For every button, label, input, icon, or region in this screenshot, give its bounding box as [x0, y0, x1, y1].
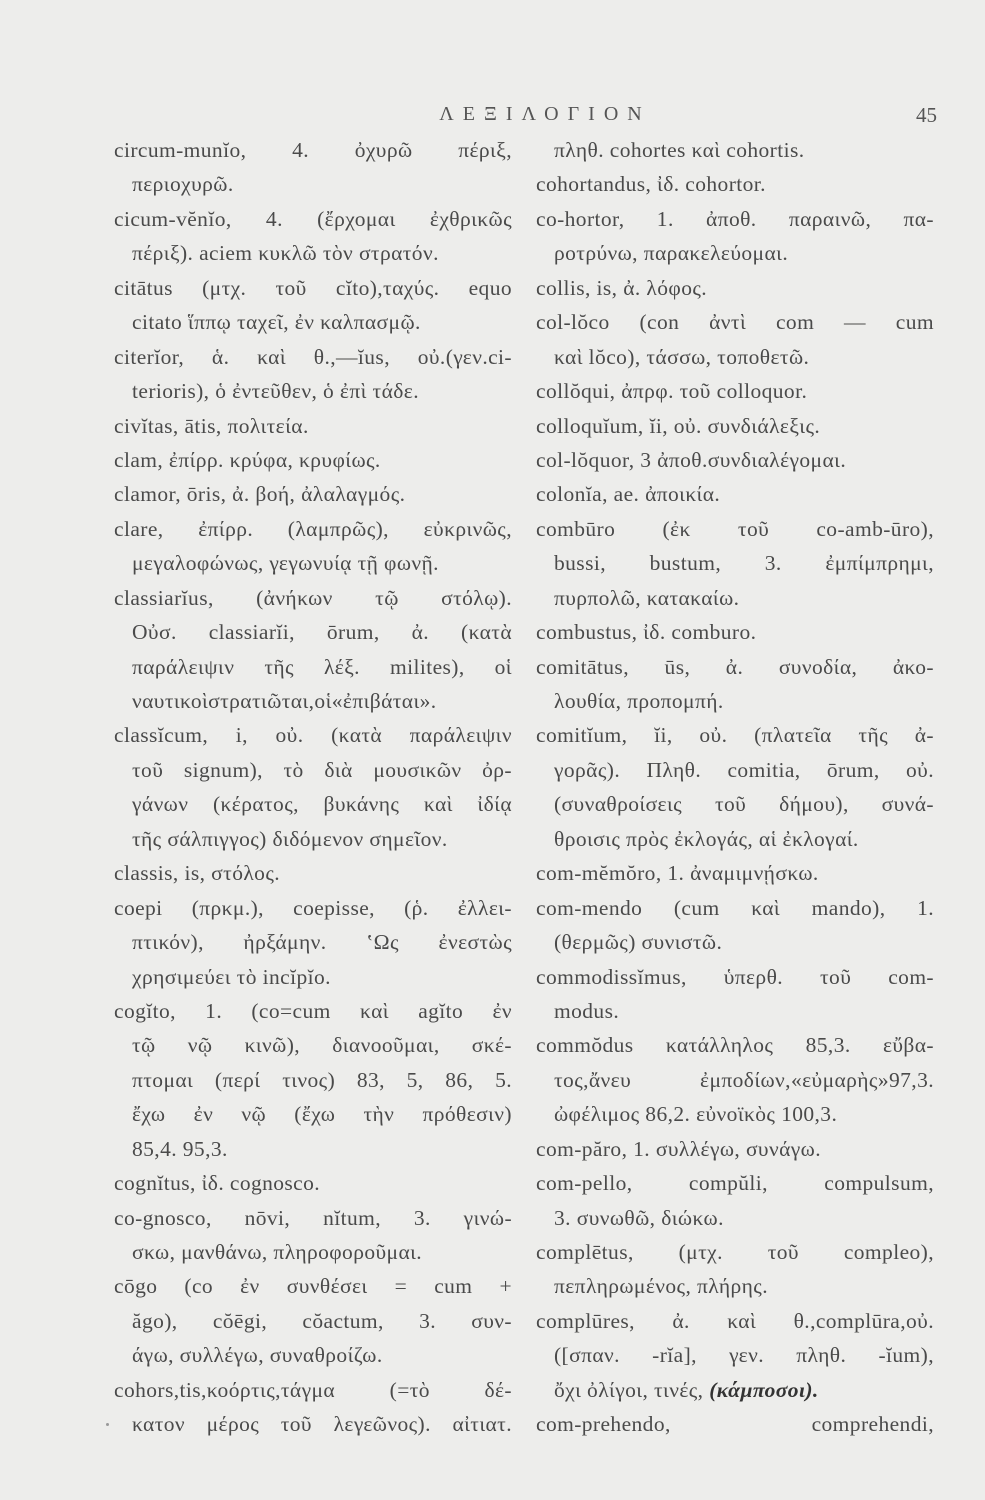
line-text: classĭcum, i, οὐ. (κατὰ παράλειψιν [114, 723, 512, 748]
line-text: combustus, ἰδ. comburo. [536, 620, 757, 645]
dictionary-entry [114, 856, 512, 890]
line-text: citātus (μτχ. τοῦ cĭto),ταχύς. equo [114, 275, 512, 300]
line-text: comitātus, ūs, ἀ. συνοδία, ἀκο- [536, 654, 934, 679]
dictionary-entry [536, 615, 934, 649]
dictionary-entry [114, 1201, 512, 1270]
line-text: κατον μέρος τοῦ λεγεῶνος). αἰτιατ. [132, 1412, 512, 1437]
entry-continuation-line [536, 1338, 934, 1372]
dictionary-entry [536, 856, 934, 890]
entry-continuation-line [536, 236, 934, 270]
line-text: σκω, μανθάνω, πληροφοροῦμαι. [132, 1240, 423, 1264]
line-text: πυρπολῶ, κατακαίω. [554, 585, 740, 610]
line-text: cohors,tis,κοόρτις,τάγμα (=τὸ δέ- [114, 1377, 512, 1402]
dictionary-entry [536, 305, 934, 374]
line-text: com-mendo (cum καὶ mando), 1. [536, 895, 934, 920]
line-text: τοῦ signum), τὸ διὰ μουσικῶν ὀρ- [132, 757, 512, 782]
line-text: ăgo), cŏēgi, cŏactum, 3. συν- [132, 1308, 512, 1333]
entry-headline [536, 305, 934, 339]
entry-headline [114, 891, 512, 925]
dictionary-entry [536, 1407, 934, 1441]
line-text: μεγαλοφώνως, γεγωνυίᾳ τῇ φωνῇ. [132, 551, 439, 576]
dictionary-entry [536, 960, 934, 1029]
entry-continuation-line [536, 753, 934, 787]
dictionary-entry [114, 581, 512, 719]
entry-headline [536, 1028, 934, 1062]
line-text: civĭtas, ātis, πολιτεία. [114, 413, 309, 438]
entry-headline [536, 167, 934, 201]
line-text: ὠφέλιμος 86,2. εὐνοϊκὸς 100,3. [554, 1102, 838, 1127]
print-speck [106, 1423, 109, 1426]
entry-continuation-line [114, 236, 512, 270]
entry-continuation-line [114, 1097, 512, 1131]
dictionary-entry [114, 512, 512, 581]
dictionary-entry [536, 1028, 934, 1131]
entry-headline [114, 512, 512, 546]
running-header-title: ΛΕΞΙΛΟΓΙΟΝ [439, 103, 651, 125]
line-text: collis, is, ἀ. λόφος. [536, 275, 708, 300]
line-text: colonĭa, ae. ἀποικία. [536, 482, 721, 507]
line-text: comitĭum, ĭi, οὐ. (πλατεῖα τῆς ἀ- [536, 723, 934, 748]
line-text: modus. [554, 998, 620, 1023]
line-text: γορᾶς). Πληθ. comitia, ōrum, οὐ. [554, 757, 934, 782]
dictionary-entry [536, 650, 934, 719]
line-text: ναυτικοὶστρατιῶται,οἱ«ἐπιβάται». [132, 689, 437, 713]
entry-continuation-line [114, 822, 512, 856]
line-text: combūro (ἐκ τοῦ co-amb-ūro), [536, 516, 934, 541]
entry-headline [536, 650, 934, 684]
dictionary-entry [536, 1304, 934, 1407]
line-text: περιοχυρῶ. [132, 172, 234, 197]
dictionary-entry [114, 1373, 512, 1442]
line-text: λουθία, προπομπή. [554, 689, 724, 713]
dictionary-entry [536, 1132, 934, 1166]
line-text: Οὐσ. classiarĭi, ōrum, ἀ. (κατὰ [132, 620, 512, 645]
entry-continuation-line [114, 167, 512, 201]
line-text: πτικόν), ἠρξάμην. ʽΩς ἐνεστὼς [132, 930, 512, 955]
line-text: com-păro, 1. συλλέγω, συνάγω. [536, 1136, 821, 1161]
line-text: com-pello, compŭli, compulsum, [536, 1171, 934, 1196]
line-text: άγω, συλλέγω, συναθροίζω. [132, 1343, 383, 1368]
dictionary-entry [114, 133, 512, 202]
line-text: τος,ἄνευ ἐμποδίων,«εὐμαρὴς»97,3. [554, 1067, 934, 1092]
dictionary-entry [536, 167, 934, 201]
line-text: ροτρύνω, παρακελεύομαι. [554, 241, 789, 266]
line-text: collŏqui, ἀπρφ. τοῦ colloquor. [536, 379, 808, 404]
entry-continuation-line [536, 787, 934, 821]
entry-headline [114, 340, 512, 374]
dictionary-entry [114, 1269, 512, 1372]
entry-headline [536, 271, 934, 305]
line-text: τῷ νῷ κινῶ), διανοοῦμαι, σκέ- [132, 1033, 512, 1058]
entry-headline [536, 409, 934, 443]
entry-continuation-line [536, 133, 934, 167]
dictionary-entry [114, 891, 512, 994]
line-text: cognĭtus, ἰδ. cognosco. [114, 1171, 321, 1196]
entry-headline [536, 891, 934, 925]
line-text: πεπληρωμένος, πλήρης. [554, 1274, 768, 1299]
line-text: clare, ἐπίρρ. (λαμπρῶς), εὐκρινῶς, [114, 516, 512, 541]
line-text: classiarĭus, (ἀνήκων τῷ στόλῳ). [114, 585, 512, 610]
entry-headline [114, 718, 512, 752]
entry-headline [536, 1166, 934, 1200]
entry-headline [114, 271, 512, 305]
entry-continuation-line [114, 753, 512, 787]
line-text: coepi (πρκμ.), coepisse, (ῥ. ἐλλει- [114, 895, 512, 920]
entry-headline [114, 1373, 512, 1407]
line-text: citerĭor, ἁ. καὶ θ.,—ĭus, οὐ.(γεν.ci- [114, 344, 512, 369]
dictionary-entry [114, 994, 512, 1166]
line-text: clamor, ōris, ἀ. βοή, ἀλαλαγμός. [114, 482, 406, 507]
line-text: (θερμῶς) συνιστῶ. [554, 930, 723, 955]
dictionary-entry [536, 891, 934, 960]
right-column [536, 133, 934, 1442]
entry-headline [114, 1166, 512, 1200]
line-text: com-prehendo, comprehendi, [536, 1412, 934, 1437]
line-text: colloquĭum, ĭi, οὐ. συνδιάλεξις. [536, 413, 821, 438]
entry-headline [114, 477, 512, 511]
entry-continuation-line [536, 581, 934, 615]
entry-headline [536, 512, 934, 546]
line-text: commŏdus κατάλληλος 85,3. εὔβα- [536, 1033, 934, 1058]
emphasized-text: (κάμποσοι). [709, 1377, 819, 1402]
line-text: γάνων (κέρατος, βυκάνης καὶ ἰδίᾳ [132, 792, 512, 817]
entry-headline [114, 581, 512, 615]
line-text: πέριξ). aciem κυκλῶ τὸν στρατόν. [132, 241, 439, 266]
dictionary-entry [536, 477, 934, 511]
line-text: πτομαι (περί τινος) 83, 5, 86, 5. [132, 1067, 512, 1092]
entry-continuation-line [536, 1269, 934, 1303]
entry-continuation-line [536, 340, 934, 374]
entry-continuation-line [114, 1338, 512, 1372]
line-text: θροισις πρὸς ἐκλογάς, αἱ ἐκλογαί. [554, 826, 859, 851]
line-text: co-hortor, 1. ἀποθ. παραινῶ, πα- [536, 206, 934, 231]
dictionary-entry [536, 1235, 934, 1304]
entry-headline [536, 615, 934, 649]
dictionary-entry [114, 271, 512, 340]
entry-continuation-line [114, 546, 512, 580]
entry-continuation-line [536, 1097, 934, 1131]
entry-continuation-line [114, 1063, 512, 1097]
entry-headline [114, 133, 512, 167]
entry-continuation-line [114, 787, 512, 821]
dictionary-entry [114, 718, 512, 856]
entry-continuation-line [536, 925, 934, 959]
entry-continuation-line [536, 546, 934, 580]
line-text: ὄχι ὀλίγοι, τινές, [554, 1377, 710, 1402]
entry-continuation-line [536, 684, 934, 718]
entry-continuation-line [536, 1063, 934, 1097]
line-text: ἔχω ἐν νῷ (ἔχω τὴν πρόθεσιν) [132, 1102, 512, 1127]
line-text: παράλειψιν τῆς λέξ. milites), οἱ [132, 654, 512, 679]
line-text: co-gnosco, nōvi, nĭtum, 3. γινώ- [114, 1205, 512, 1230]
entry-continuation-line [114, 1235, 512, 1269]
entry-headline [536, 1304, 934, 1338]
dictionary-entry [114, 1166, 512, 1200]
entry-headline [536, 718, 934, 752]
dictionary-entry [536, 718, 934, 856]
entry-headline [114, 409, 512, 443]
line-text: bussi, bustum, 3. ἐμπίμπρημι, [554, 551, 934, 576]
line-text: citato ἵππῳ ταχεῖ, ἐν καλπασμῷ. [132, 310, 421, 335]
line-text: circum-munĭo, 4. ὀχυρῶ πέριξ, [114, 138, 512, 162]
entry-headline [114, 443, 512, 477]
entry-continuation-line [114, 615, 512, 649]
entry-headline [536, 960, 934, 994]
dictionary-entry [536, 202, 934, 271]
entry-continuation-line [114, 1132, 512, 1166]
entry-continuation-line [114, 1304, 512, 1338]
line-text: (συναθροίσεις τοῦ δήμου), συνά- [554, 792, 934, 817]
line-text: πληθ. cohortes καὶ cohortis. [554, 138, 805, 162]
line-text: χρησιμεύει τὸ incĭpĭo. [132, 964, 331, 989]
entry-continuation-line [114, 1028, 512, 1062]
line-text: complūres, ἀ. καὶ θ.,complūra,οὐ. [536, 1308, 934, 1333]
page-number: 45 [916, 103, 937, 127]
line-text: col-lŏco (con ἀντὶ com — cum [536, 310, 934, 335]
entry-headline [114, 202, 512, 236]
entry-headline [114, 1269, 512, 1303]
dictionary-entry [536, 1166, 934, 1235]
entry-continuation-line [536, 822, 934, 856]
dictionary-entry [114, 477, 512, 511]
entry-continuation-line [114, 684, 512, 718]
line-text: ([σπαν. -rĭa], γεν. πληθ. -ĭum), [554, 1343, 934, 1368]
entry-headline [114, 1201, 512, 1235]
entry-continuation-line [536, 1201, 934, 1235]
entry-headline [536, 1407, 934, 1441]
entry-headline [536, 202, 934, 236]
dictionary-entry [114, 409, 512, 443]
line-text: clam, ἐπίρρ. κρύφα, κρυφίως. [114, 447, 381, 472]
line-text: cohortandus, ἰδ. cohortor. [536, 172, 766, 197]
line-text: τῆς σάλπιγγος) διδόμενον σημεῖον. [132, 826, 448, 851]
line-text: 3. συνωθῶ, διώκω. [554, 1205, 724, 1230]
entry-continuation-line [536, 994, 934, 1028]
entry-continuation-line [114, 374, 512, 408]
entry-headline [536, 477, 934, 511]
entry-headline [536, 1235, 934, 1269]
line-text: cicum-vĕnĭo, 4. (ἔρχομαι ἐχθρικῶς [114, 206, 512, 231]
left-column [114, 133, 512, 1442]
dictionary-entry [114, 202, 512, 271]
entry-headline [114, 856, 512, 890]
entry-continuation-line [114, 1407, 512, 1441]
dictionary-entry [536, 271, 934, 305]
entry-continuation-line [114, 305, 512, 339]
line-text: καὶ lŏco), τάσσω, τοποθετῶ. [554, 344, 810, 369]
line-text: 85,4. 95,3. [132, 1136, 228, 1161]
line-text: complētus, (μτχ. τοῦ compleo), [536, 1240, 934, 1264]
line-text: commodissĭmus, ὑπερθ. τοῦ com- [536, 964, 934, 989]
entry-continuation-line [114, 960, 512, 994]
dictionary-entry [536, 133, 934, 167]
entry-headline [114, 994, 512, 1028]
entry-continuation-line [114, 650, 512, 684]
dictionary-entry [114, 340, 512, 409]
dictionary-entry [536, 409, 934, 443]
entry-continuation-line [114, 925, 512, 959]
entry-headline [536, 443, 934, 477]
dictionary-entry [536, 374, 934, 408]
entry-headline [536, 856, 934, 890]
entry-headline [536, 1132, 934, 1166]
line-text: classis, is, στόλος. [114, 861, 281, 886]
line-text: terioris), ὁ ἐντεῦθεν, ὁ ἐπὶ τάδε. [132, 379, 420, 404]
dictionary-entry [536, 443, 934, 477]
line-text: col-lŏquor, 3 ἀποθ.συνδιαλέγομαι. [536, 447, 847, 472]
dictionary-entry [114, 443, 512, 477]
line-text: cogĭto, 1. (co=cum καὶ agĭto ἐν [114, 998, 512, 1023]
line-text: cōgo (co ἐν συνθέσει = cum + [114, 1274, 512, 1299]
entry-continuation-line [536, 1373, 934, 1407]
line-text: com-mĕmŏro, 1. ἀναμιμνῄσκω. [536, 861, 819, 886]
dictionary-entry [536, 512, 934, 615]
entry-headline [536, 374, 934, 408]
